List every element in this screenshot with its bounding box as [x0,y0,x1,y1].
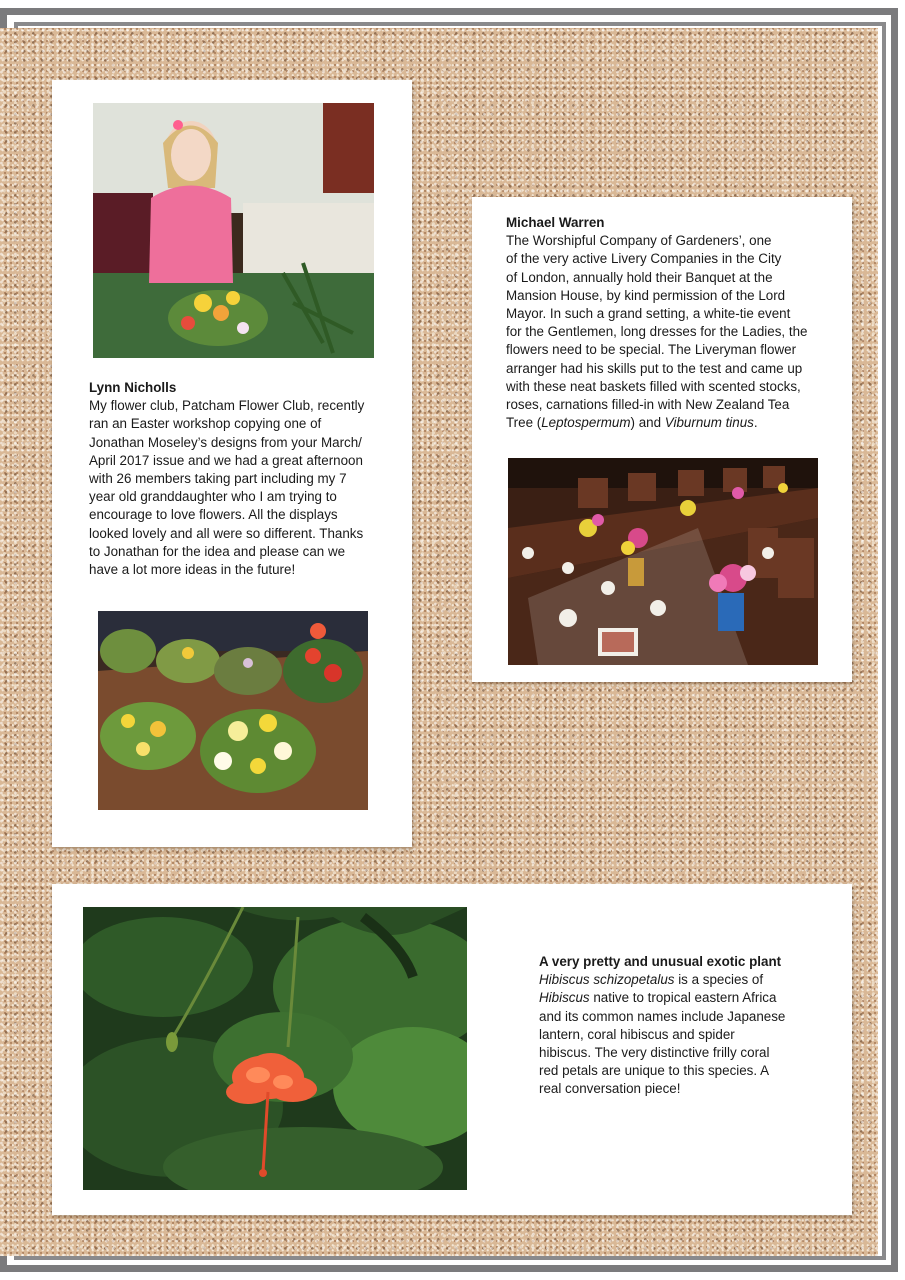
michael-line-last [506,414,846,432]
michael-line: for the Gentlemen, long dresses for the Ladies, the [506,324,808,340]
table-arrangements-photo [98,611,368,810]
viburnum-term: Viburnum tinus [664,415,754,431]
michael-line: flowers need to be special. The Liveryman flower [506,342,797,358]
michael-text [506,214,846,432]
lynn-line: April 2017 issue and we had a great afternoon [89,452,363,468]
hibiscus-l1-rest: is a species of [674,972,764,988]
hibiscus-text [539,953,839,1099]
michael-line: of London, annually hold their Banquet at the [506,269,773,285]
hibiscus-l2-rest: native to tropical eastern Africa [589,990,777,1006]
hibiscus-card [52,884,852,1215]
lynn-text [89,379,389,579]
michael-line: of the very active Livery Companies in the City [506,251,782,267]
hibiscus-genus-term: Hibiscus [539,990,590,1006]
banquet-photo [508,458,818,665]
michael-last-mid: ) and [630,415,665,431]
lynn-line: year old granddaughter who I am trying to [89,489,337,505]
hibiscus-line [539,989,839,1007]
hibiscus-photo [83,907,467,1190]
michael-line: with these neat baskets filled with scented stocks, [506,378,801,394]
michael-card [472,197,852,682]
michael-line: The Worshipful Company of Gardeners’, one [506,233,772,249]
lynn-line: to Jonathan for the idea and please can we [89,543,346,559]
hibiscus-line: red petals are unique to this species. A [539,1063,770,1079]
michael-line: roses, carnations filled-in with New Zealand Tea [506,397,790,413]
lynn-line: looked lovely and all were so different. Thanks [89,525,364,541]
hibiscus-line: lantern, coral hibiscus and spider [539,1026,735,1042]
lynn-line: My flower club, Patcham Flower Club, recently [89,398,365,414]
hibiscus-line: hibiscus. The very distinctive frilly coral [539,1045,770,1061]
michael-last-post: . [753,415,758,431]
lynn-line: Jonathan Moseley’s designs from your March/ [89,434,362,450]
girl-arrangement-photo [93,103,374,358]
hibiscus-line: real conversation piece! [539,1081,681,1097]
michael-line: Mayor. In such a grand setting, a white-tie event [506,306,791,322]
lynn-line: with 26 members taking part including my 7 [89,471,347,487]
hibiscus-species-term: Hibiscus schizopetalus [539,972,675,988]
lynn-heading: Lynn Nicholls [89,380,177,395]
michael-line: arranger had his skills put to the test and came up [506,360,803,376]
leptospermum-term: Leptospermum [541,415,631,431]
hibiscus-heading: A very pretty and unusual exotic plant [539,954,782,969]
lynn-line: have a lot more ideas in the future! [89,562,296,578]
lynn-line: encourage to love flowers. All the displays [89,507,338,523]
lynn-card [52,80,412,847]
michael-last-pre: Tree ( [506,415,542,431]
lynn-line: ran an Easter workshop copying one of [89,416,322,432]
michael-line: Mansion House, by kind permission of the Lord [506,287,786,303]
michael-heading: Michael Warren [506,215,605,230]
hibiscus-line: and its common names include Japanese [539,1008,786,1024]
hibiscus-line [539,971,839,989]
